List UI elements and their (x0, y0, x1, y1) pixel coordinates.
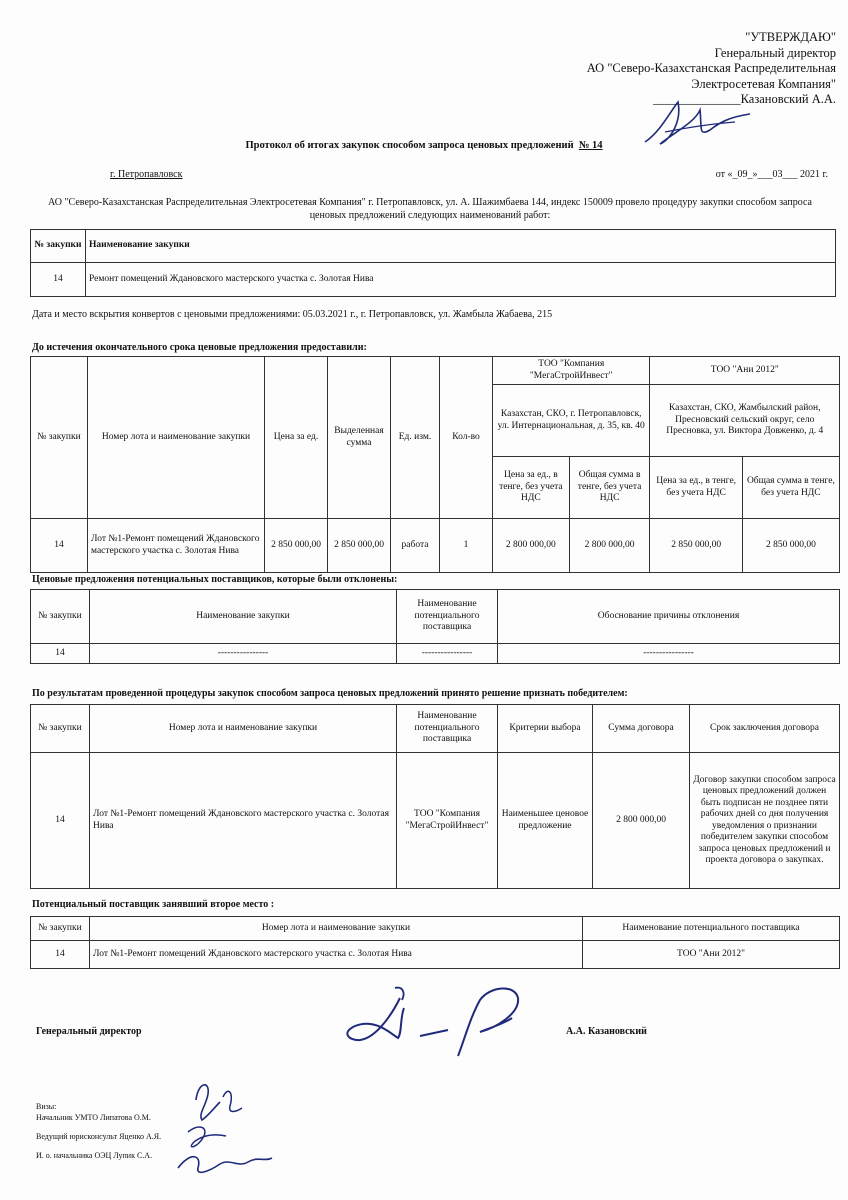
cell-no: 14 (31, 753, 90, 889)
cell-term: Договор закупки способом запроса ценовых предложений должен быть подписан не позднее пяти рабочих дней со дня получения уведомления о признании победителем закупки способом запроса ценовых предложений и проекта договора о закупках. (690, 753, 840, 889)
approval-company-line1: АО "Северо-Казахстанская Распределительная (586, 61, 836, 75)
supplier1-name: ТОО "Компания "МегаСтройИнвест" (493, 357, 650, 385)
visas-label: Визы: (36, 1102, 57, 1111)
table-row (31, 263, 836, 297)
cell-price: 2 850 000,00 (265, 519, 328, 573)
supplier1-address: Казахстан, СКО, г. Петропавловск, ул. Интернациональная, д. 35, кв. 40 (493, 385, 650, 457)
cell-name: ---------------- (90, 644, 397, 664)
col-amount: Сумма договора (593, 705, 690, 753)
cell-qty: 1 (440, 519, 493, 573)
table-row (31, 644, 840, 664)
opening-info: Дата и место вскрытия конвертов с ценовыми предложениями: 05.03.2021 г., г. Петропавловск, ул. Жамбыла Жабаева, 215 (32, 309, 553, 320)
s1-price-header: Цена за ед., в тенге, без учета НДС (493, 457, 570, 519)
approval-signatory: ______________Казановский А.А. (653, 92, 836, 106)
bids-table (30, 356, 840, 573)
visa-lawyer: Ведущий юрисконсульт Яценко А.Я. (36, 1132, 162, 1141)
approval-company-line2: Электросетевая Компания" (691, 76, 836, 91)
col-purchase-name: Наименование закупки (86, 230, 836, 263)
col-reason: Обоснование причины отклонения (498, 590, 840, 644)
cell-criteria: Наименьшее ценовое предложение (498, 753, 593, 889)
visa-signatures (168, 1072, 278, 1182)
cell-no: 14 (31, 519, 88, 573)
approval-stamp-text: "УТВЕРЖДАЮ" (745, 30, 836, 44)
cell-lot: Лот №1-Ремонт помещений Ждановского мастерского участка с. Золотая Нива (90, 941, 583, 969)
protocol-date: от «_09_»___03___ 2021 г. (715, 169, 828, 180)
table-row (31, 753, 840, 889)
col-no: № закупки (31, 917, 90, 941)
visas-block (36, 1101, 161, 1169)
cell-unit: работа (391, 519, 440, 573)
cell-lot: Лот №1-Ремонт помещений Ждановского мастерского участка с. Золотая Нива (90, 753, 397, 889)
cell-no: 14 (31, 644, 90, 664)
cell-lot: Лот №1-Ремонт помещений Ждановского мастерского участка с. Золотая Нива (88, 519, 265, 573)
col-unit: Ед. изм. (391, 357, 440, 519)
s2-total-header: Общая сумма в тенге, без учета НДС (742, 457, 839, 519)
s2-price-header: Цена за ед., в тенге, без учета НДС (650, 457, 742, 519)
col-name: Наименование закупки (90, 590, 397, 644)
protocol-number: № 14 (578, 140, 603, 151)
col-qty: Кол-во (440, 357, 493, 519)
winner-heading: По результатам проведенной процедуры закупок способом запроса ценовых предложений принято решение признать победителем: (32, 688, 628, 699)
city: г. Петропавловск (110, 169, 183, 180)
col-purchase-no: № закупки (31, 230, 86, 263)
winner-table (30, 704, 840, 889)
rejected-heading: Ценовые предложения потенциальных поставщиков, которые были отклонены: (32, 574, 398, 585)
cell-no: 14 (31, 941, 90, 969)
col-supplier: Наименование потенциального поставщика (397, 705, 498, 753)
purchase-table (30, 229, 836, 297)
col-no: № закупки (31, 357, 88, 519)
second-place-heading: Потенциальный поставщик занявший второе место : (32, 899, 275, 910)
col-no: № закупки (31, 705, 90, 753)
table-row (31, 519, 840, 573)
director-title: Генеральный директор (36, 1026, 142, 1037)
cell-supplier: ---------------- (397, 644, 498, 664)
cell-reason: ---------------- (498, 644, 840, 664)
s1-total-header: Общая сумма в тенге, без учета НДС (569, 457, 650, 519)
rejected-table (30, 589, 840, 664)
visa-oec: И. о. начальника ОЭЦ Лупик С.А. (36, 1151, 153, 1160)
col-supplier: Наименование потенциального поставщика (397, 590, 498, 644)
bids-heading: До истечения окончательного срока ценовые предложения предоставили: (32, 342, 367, 353)
col-lot: Номер лота и наименование закупки (88, 357, 265, 519)
cell-s2-total: 2 850 000,00 (742, 519, 839, 573)
director-signature (330, 978, 530, 1068)
director-name: А.А. Казановский (566, 1026, 647, 1037)
cell-s1-price: 2 800 000,00 (493, 519, 570, 573)
cell-sum: 2 850 000,00 (328, 519, 391, 573)
cell-s1-total: 2 800 000,00 (569, 519, 650, 573)
supplier2-name: ТОО "Ани 2012" (650, 357, 840, 385)
col-lot: Номер лота и наименование закупки (90, 917, 583, 941)
cell-supplier: ТОО "Компания "МегаСтройИнвест" (397, 753, 498, 889)
col-supplier: Наименование потенциального поставщика (583, 917, 840, 941)
visa-umto: Начальник УМТО Липатова О.М. (36, 1113, 151, 1122)
supplier2-address: Казахстан, СКО, Жамбылский район, Пресновский сельский округ, село Пресновка, ул. Виктора Довженко, д. 4 (650, 385, 840, 457)
cell-amount: 2 800 000,00 (593, 753, 690, 889)
intro-paragraph: АО "Северо-Казахстанская Распределительная Электросетевая Компания" г. Петропавловск, ул. А. Шажимбаева 144, индекс 150009 провело процедуру закупки способом запроса ценовых предложений следующих наименований работ: (48, 197, 812, 221)
second-place-table (30, 916, 840, 969)
cell-name: Ремонт помещений Ждановского мастерского участка с. Золотая Нива (86, 263, 836, 297)
col-lot: Номер лота и наименование закупки (90, 705, 397, 753)
table-row (31, 941, 840, 969)
col-criteria: Критерии выбора (498, 705, 593, 753)
col-term: Срок заключения договора (690, 705, 840, 753)
protocol-title: Протокол об итогах закупок способом запроса ценовых предложений № 14 (245, 140, 603, 151)
col-sum: Выделенная сумма (328, 357, 391, 519)
cell-supplier: ТОО "Ани 2012" (583, 941, 840, 969)
col-no: № закупки (31, 590, 90, 644)
cell-s2-price: 2 850 000,00 (650, 519, 742, 573)
approval-position: Генеральный директор (714, 45, 836, 60)
cell-no: 14 (31, 263, 86, 297)
col-price: Цена за ед. (265, 357, 328, 519)
